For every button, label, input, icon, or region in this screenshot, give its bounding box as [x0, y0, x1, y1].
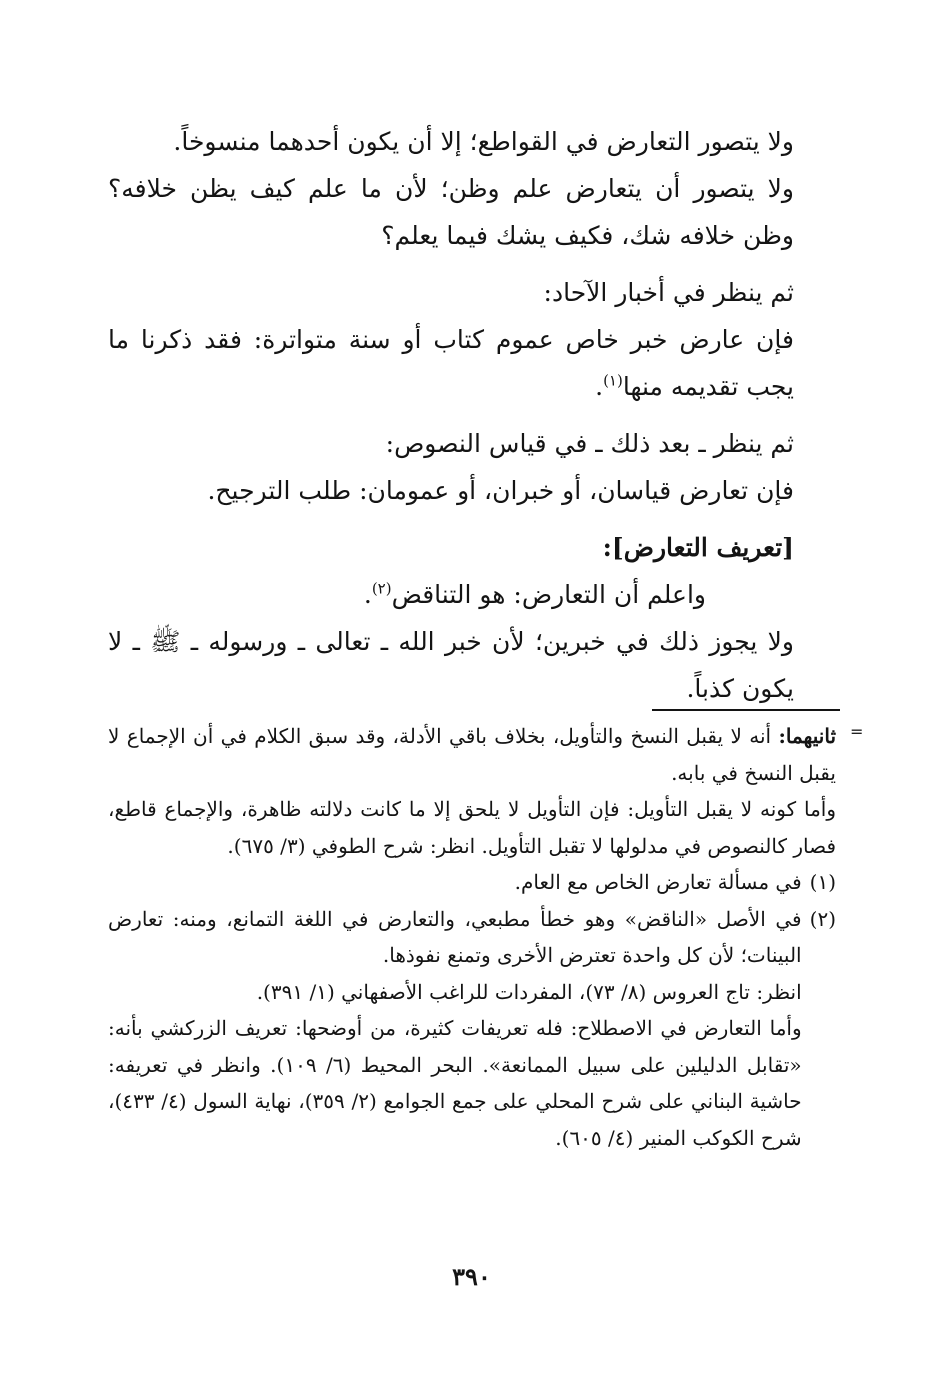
section-heading: [تعريف التعارض]: [602, 533, 794, 562]
footnotes [108, 718, 836, 1156]
paragraph: ثم ينظر في أخبار الآحاد: [543, 278, 794, 307]
paragraph-text: فإن عارض خبر خاص عموم كتاب أو سنة متواترة: فقد ذكرنا ما يجب تقديمه منها [108, 325, 794, 401]
page-number: ٣٩٠ [452, 1262, 491, 1291]
footnote-separator [652, 709, 840, 711]
footnote-lead: ثانيهما: [778, 724, 837, 748]
footnote-ref: (٢) [371, 579, 392, 598]
spacer [108, 259, 836, 269]
continuation-mark: = [850, 722, 864, 741]
footnote-body [108, 901, 802, 1157]
paragraph [108, 316, 836, 410]
spacer [108, 514, 836, 524]
footnote-continued [108, 718, 836, 791]
footnote-ref: (١) [603, 371, 623, 390]
paragraph: ولا يتصور أن يتعارض علم وظن؛ لأن ما علم كيف يظن خلافه؟ وظن خلافه شك، فكيف يشك فيما يعلم؟ [108, 174, 794, 250]
footnote-continued: وأما كونه لا يقبل التأويل: فإن التأويل لا يلحق إلا ما كانت دلالته ظاهرة، والإجماع قاطع، فصار كالنصوص في مدلولها لا تقبل التأويل. انظر: شرح الطوفي (٣/ ٦٧٥). [108, 797, 836, 858]
paragraph-text: واعلم أن التعارض: هو التناقض [391, 580, 706, 609]
paragraph: ولا يتصور التعارض في القواطع؛ إلا أن يكون أحدهما منسوخاً. [173, 127, 794, 156]
footnote-text: وأما التعارض في الاصطلاح: فله تعريفات كثيرة، من أوضحها: تعريف الزركشي بأنه: «تقابل الدليلين على سبيل الممانعة». البحر المحيط (٦/ ١٠٩). وانظر في تعريفه: حاشية البناني على شرح المحلي على جمع الجوامع (٢/ ٣٥٩)، نهاية السول (٤/ ٤٣٣)، شرح الكوكب المنير (٤/ ٦٠٥). [108, 1016, 802, 1150]
footnote-text: في مسألة تعارض الخاص مع العام. [514, 870, 802, 894]
paragraph-end: . [363, 580, 372, 609]
footnote-text: في الأصل «الناقض» وهو خطأ مطبعي، والتعارض في اللغة التمانع، ومنه: تعارض البينات؛ لأن كل واحدة تعترض الأخرى وتمنع نفوذها. [108, 906, 802, 967]
footnote-text: أنه لا يقبل النسخ والتأويل، بخلاف باقي الأدلة، وقد سبق الكلام في أن الإجماع لا يقبل النسخ في بابه. [108, 724, 836, 785]
footnote-number: (٢) [809, 906, 836, 931]
paragraph: ثم ينظر ـ بعد ذلك ـ في قياس النصوص: [385, 429, 794, 458]
paragraph-end: . [595, 372, 604, 401]
paragraph: فإن تعارض قياسان، أو خبران، أو عمومان: طلب الترجيح. [207, 476, 794, 505]
footnote-number: (١) [809, 870, 836, 894]
footnote-1 [108, 864, 836, 901]
footnote-text: انظر: تاج العروس (٨/ ٧٣)، المفردات للراغب الأصفهاني (١/ ٣٩١). [256, 979, 802, 1004]
paragraph [108, 571, 836, 618]
main-text [108, 118, 836, 712]
paragraph: ولا يجوز ذلك في خبرين؛ لأن خبر الله ـ تعالى ـ ورسوله ـ ﷺ ـ لا يكون كذباً. [108, 627, 794, 703]
footnote-2 [108, 901, 836, 1157]
spacer [108, 410, 836, 420]
